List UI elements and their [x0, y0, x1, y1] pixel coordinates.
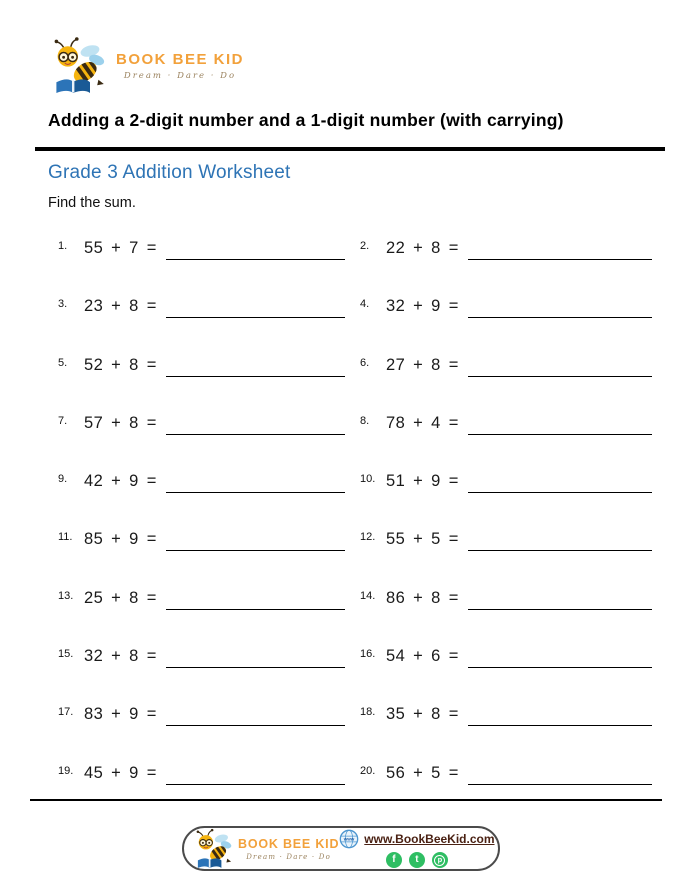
problem-expression: 32 + 8 =: [84, 647, 157, 666]
problem-number: 15.: [58, 648, 74, 661]
problem-number: 16.: [360, 648, 376, 661]
problem-number: 10.: [360, 473, 376, 486]
problem-expression: 54 + 6 =: [386, 647, 459, 666]
page-title: Adding a 2-digit number and a 1-digit number (with carrying): [48, 110, 564, 130]
problem-number: 7.: [58, 414, 68, 427]
answer-line: [166, 296, 345, 318]
problem-expression: 83 + 9 =: [84, 705, 157, 724]
problem-item-16: [360, 646, 652, 704]
problem-item-20: [360, 763, 652, 821]
problem-item-14: [360, 588, 652, 646]
problem-expression: 57 + 8 =: [84, 413, 157, 432]
answer-line: [468, 355, 652, 377]
footer-logo-text: [238, 837, 339, 861]
answer-line: [166, 763, 345, 785]
globe-www-icon: [339, 829, 359, 849]
problem-expression: 85 + 9 =: [84, 530, 157, 549]
problem-number: 12.: [360, 531, 376, 544]
problem-item-2: [360, 238, 652, 296]
answer-line: [468, 588, 652, 610]
problem-item-7: [58, 413, 345, 471]
answer-line: [468, 413, 652, 435]
problems-grid: [58, 238, 652, 821]
problem-item-4: [360, 296, 652, 354]
problem-item-17: [58, 704, 345, 762]
problem-expression: 51 + 9 =: [386, 472, 459, 491]
problem-number: 11.: [58, 531, 73, 544]
answer-line: [468, 646, 652, 668]
problem-number: 4.: [360, 298, 370, 311]
problem-expression: 27 + 8 =: [386, 355, 459, 374]
problem-item-8: [360, 413, 652, 471]
problem-number: 17.: [58, 706, 74, 719]
footer-brand-name: BOOK BEE KID: [238, 836, 340, 851]
answer-line: [166, 471, 345, 493]
problem-item-6: [360, 355, 652, 413]
brand-name: BOOK BEE KID: [116, 51, 245, 68]
pinterest-icon[interactable]: [432, 852, 448, 868]
problem-number: 6.: [360, 356, 370, 369]
website-link[interactable]: www.BookBeeKid.com: [364, 832, 495, 846]
worksheet-instruction: Find the sum.: [48, 195, 136, 211]
problem-item-10: [360, 471, 652, 529]
brand-logo-text: [116, 51, 244, 81]
answer-line: [468, 471, 652, 493]
problem-item-13: [58, 588, 345, 646]
problem-item-11: [58, 529, 345, 587]
answer-line: [166, 238, 345, 260]
answer-line: [166, 529, 345, 551]
problem-item-9: [58, 471, 345, 529]
problem-number: 13.: [58, 589, 74, 602]
answer-line: [468, 529, 652, 551]
problem-expression: 42 + 9 =: [84, 472, 157, 491]
problem-number: 18.: [360, 706, 376, 719]
problem-item-18: [360, 704, 652, 762]
bee-logo-icon: [48, 36, 108, 96]
answer-line: [166, 646, 345, 668]
problem-number: 2.: [360, 240, 370, 252]
problem-number: 1.: [58, 240, 68, 252]
problem-number: 9.: [58, 473, 68, 486]
answer-line: [468, 704, 652, 726]
answer-line: [166, 355, 345, 377]
problem-number: 5.: [58, 356, 68, 369]
problem-expression: 55 + 5 =: [386, 530, 459, 549]
problem-item-15: [58, 646, 345, 704]
globe-label: www: [344, 836, 355, 842]
problem-expression: 22 + 8 =: [386, 239, 459, 257]
problem-item-12: [360, 529, 652, 587]
pinterest-letter: p: [434, 855, 445, 866]
problem-expression: 56 + 5 =: [386, 763, 459, 782]
problem-expression: 32 + 9 =: [386, 297, 459, 316]
problem-expression: 86 + 8 =: [386, 588, 459, 607]
problem-expression: 55 + 7 =: [84, 239, 157, 257]
facebook-icon[interactable]: f: [386, 852, 402, 868]
problem-item-5: [58, 355, 345, 413]
problem-expression: 35 + 8 =: [386, 705, 459, 724]
problem-number: 8.: [360, 414, 370, 427]
problem-item-19: [58, 763, 345, 821]
problem-number: 3.: [58, 298, 68, 311]
answer-line: [468, 296, 652, 318]
problem-expression: 52 + 8 =: [84, 355, 157, 374]
footer-links: [339, 829, 494, 868]
answer-line: [166, 704, 345, 726]
problem-item-3: [58, 296, 345, 354]
footer-brand-box: [182, 826, 500, 871]
twitter-icon[interactable]: t: [409, 852, 425, 868]
worksheet-subtitle: Grade 3 Addition Worksheet: [48, 162, 291, 183]
problem-expression: 45 + 9 =: [84, 763, 157, 782]
problem-number: 19.: [58, 764, 74, 777]
answer-line: [468, 238, 652, 260]
bee-logo-icon: [192, 828, 234, 870]
problem-item-1: [58, 238, 345, 296]
answer-line: [468, 763, 652, 785]
footer-divider: [30, 799, 662, 801]
answer-line: [166, 413, 345, 435]
social-icons: [386, 852, 448, 868]
problem-number: 14.: [360, 589, 376, 602]
answer-line: [166, 588, 345, 610]
problem-number: 20.: [360, 764, 376, 777]
problem-expression: 25 + 8 =: [84, 588, 157, 607]
problem-expression: 78 + 4 =: [386, 413, 459, 432]
title-divider: [35, 147, 665, 151]
footer-brand-tagline: Dream · Dare · Do: [246, 852, 332, 861]
brand-logo: [48, 36, 244, 96]
brand-tagline: Dream · Dare · Do: [123, 71, 237, 81]
problem-expression: 23 + 8 =: [84, 297, 157, 316]
